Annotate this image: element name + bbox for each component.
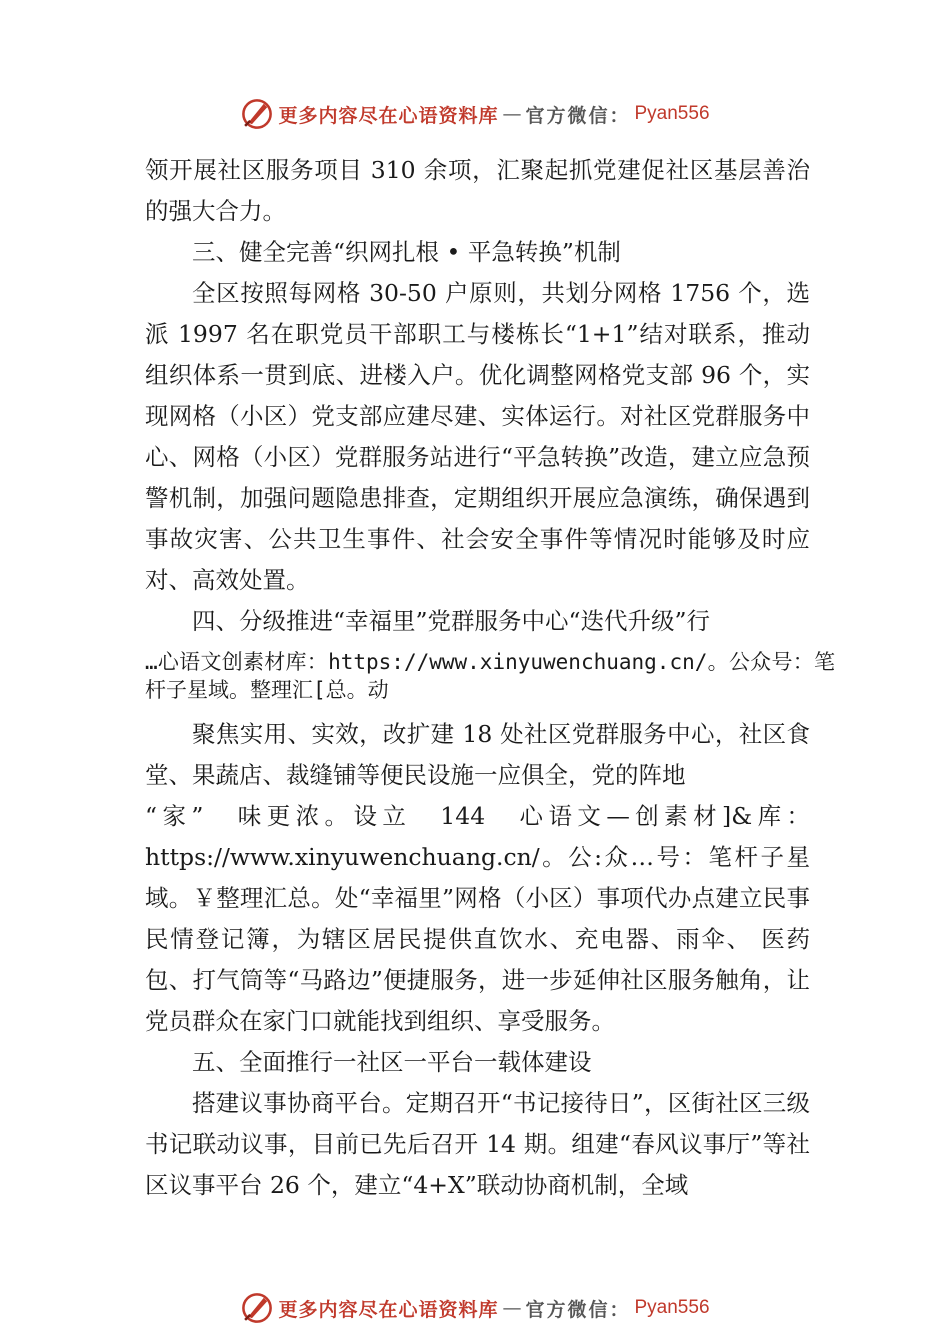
paragraph-grid: 全区按照每网格 30-50 户原则，共划分网格 1756 个，选派 1997 名在职党员干部职工与楼栋长“1+1”结对联系，推动组织体系一贯到底、进楼入户。优化调整网格党支部 96 个，实现网格（小区）党支部应建尽建、实体运行。对社区党群服务中心、网格（小区）党群服务站进行“平急转换”改造，建立应急预警机制，加强问题隐患排查，定期组织开展应急演练，确保遇到事故灾害、公共卫生事件、社会安全事件等情况时能够及时应对、高效处置。 <box>145 279 810 594</box>
banner-wechat-label: 官方微信： <box>525 1298 631 1321</box>
paragraph-service-detail: https://www.xinyuwenchuang.cn/。公:众…号：笔杆子星域。￥整理汇总。处“幸福里”网格（小区）事项代办点建立民事民情登记簿，为辖区居民提供直饮水、充电器、雨伞、 医药包、打气筒等“马路边”便捷服务，进一步延伸社区服务触角，让党员群众在家门口就能找到组织、享受服务。 <box>145 843 810 1035</box>
footer-banner <box>0 1288 950 1328</box>
banner-wechat-id: Pyan556 <box>634 103 710 124</box>
banner-main-text: 更多内容尽在心语资料库 <box>278 104 499 127</box>
header-banner <box>0 94 950 134</box>
banner-wechat-id: Pyan556 <box>634 1297 710 1318</box>
section-heading-3: 三、健全完善“织网扎根 • 平急转换”机制 <box>192 238 621 266</box>
watermark-line: …心语文创素材库：https://www.xinyuwenchuang.cn/。公众号：笔杆子星域。整理汇[总。动 <box>145 650 835 702</box>
document-body <box>145 150 835 1206</box>
paragraph-platform: 搭建议事协商平台。定期召开“书记接待日”，区街社区三级书记联动议事，目前已先后召开 14 期。组建“春风议事厅”等社区议事平台 26 个，建立“4+X”联动协商机制，全域 <box>145 1089 810 1199</box>
paragraph-watermark-inline: “家” 味更浓。设立 144 心语文—创素材]&库： <box>145 802 810 830</box>
banner-separator: — <box>502 1297 522 1319</box>
quill-pen-logo-icon <box>240 97 274 131</box>
banner-wechat-label: 官方微信： <box>525 104 631 127</box>
banner-separator: — <box>502 103 522 125</box>
paragraph-continuation: 领开展社区服务项目 310 余项，汇聚起抓党建促社区基层善治的强大合力。 <box>145 156 810 225</box>
banner-main-text: 更多内容尽在心语资料库 <box>278 1298 499 1321</box>
section-heading-4: 四、分级推进“幸福里”党群服务中心“迭代升级”行 <box>192 607 711 635</box>
section-heading-5: 五、全面推行一社区一平台一载体建设 <box>192 1048 592 1076</box>
quill-pen-logo-icon <box>240 1291 274 1325</box>
paragraph-service-center: 聚焦实用、实效，改扩建 18 处社区党群服务中心，社区食堂、果蔬店、裁缝铺等便民设施一应俱全，党的阵地 <box>145 720 810 789</box>
